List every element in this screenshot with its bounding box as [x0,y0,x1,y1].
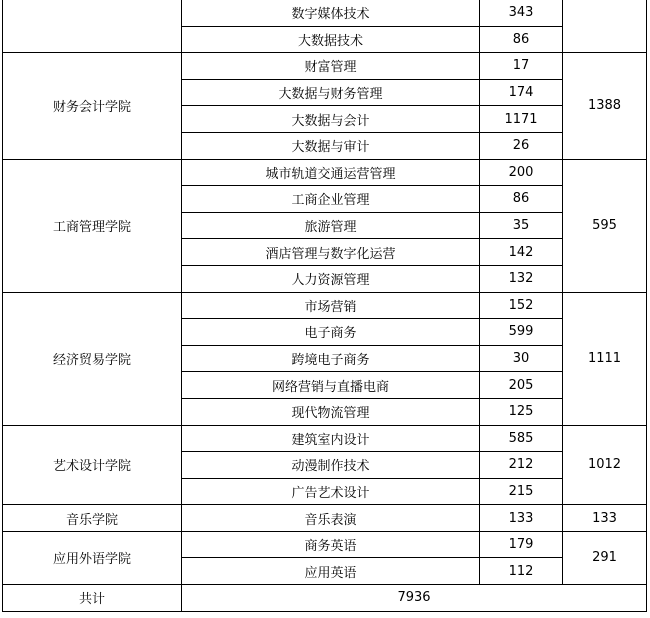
count-cell: 215 [480,478,563,505]
major-cell: 酒店管理与数字化运营 [182,239,480,266]
total-row [3,585,647,612]
count-cell: 26 [480,132,563,159]
major-cell: 音乐表演 [182,505,480,532]
count-cell: 174 [480,79,563,106]
college-total-cell: 1111 [563,292,647,425]
college-cell: 艺术设计学院 [3,425,182,505]
count-cell: 152 [480,292,563,319]
major-cell: 现代物流管理 [182,398,480,425]
major-cell: 大数据与会计 [182,106,480,133]
count-cell: 133 [480,505,563,532]
table-row [3,53,647,80]
count-cell: 205 [480,372,563,399]
college-cell: 工商管理学院 [3,159,182,292]
count-cell: 585 [480,425,563,452]
college-cell: 音乐学院 [3,505,182,532]
major-cell: 动漫制作技术 [182,452,480,479]
major-cell: 财富管理 [182,53,480,80]
major-cell: 人力资源管理 [182,265,480,292]
college-total-cell: 1012 [563,425,647,505]
count-cell: 142 [480,239,563,266]
table-row [3,159,647,186]
count-cell: 1171 [480,106,563,133]
enrollment-table [2,0,647,612]
major-cell: 数字媒体技术 [182,0,480,26]
table-row [3,425,647,452]
major-cell: 广告艺术设计 [182,478,480,505]
total-label: 共计 [3,585,182,612]
college-cell: 经济贸易学院 [3,292,182,425]
major-cell: 旅游管理 [182,212,480,239]
count-cell: 86 [480,26,563,53]
major-cell: 电子商务 [182,319,480,346]
table-row [3,531,647,558]
college-cell: 财务会计学院 [3,53,182,159]
major-cell: 大数据与审计 [182,132,480,159]
count-cell: 17 [480,53,563,80]
count-cell: 35 [480,212,563,239]
grand-total-value: 7936 [182,585,647,612]
table-row [3,292,647,319]
college-cell [3,0,182,53]
college-total-cell [563,0,647,53]
major-cell: 建筑室内设计 [182,425,480,452]
count-cell: 125 [480,398,563,425]
major-cell: 商务英语 [182,531,480,558]
major-cell: 大数据技术 [182,26,480,53]
count-cell: 179 [480,531,563,558]
college-total-cell: 595 [563,159,647,292]
college-total-cell: 291 [563,531,647,584]
count-cell: 599 [480,319,563,346]
major-cell: 城市轨道交通运营管理 [182,159,480,186]
major-cell: 大数据与财务管理 [182,79,480,106]
major-cell: 应用英语 [182,558,480,585]
college-cell: 应用外语学院 [3,531,182,584]
major-cell: 网络营销与直播电商 [182,372,480,399]
major-cell: 工商企业管理 [182,186,480,213]
count-cell: 200 [480,159,563,186]
major-cell: 市场营销 [182,292,480,319]
count-cell: 343 [480,0,563,26]
table-row [3,0,647,26]
college-total-cell: 133 [563,505,647,532]
major-cell: 跨境电子商务 [182,345,480,372]
count-cell: 212 [480,452,563,479]
count-cell: 30 [480,345,563,372]
college-total-cell: 1388 [563,53,647,159]
count-cell: 132 [480,265,563,292]
table-row [3,505,647,532]
count-cell: 86 [480,186,563,213]
count-cell: 112 [480,558,563,585]
